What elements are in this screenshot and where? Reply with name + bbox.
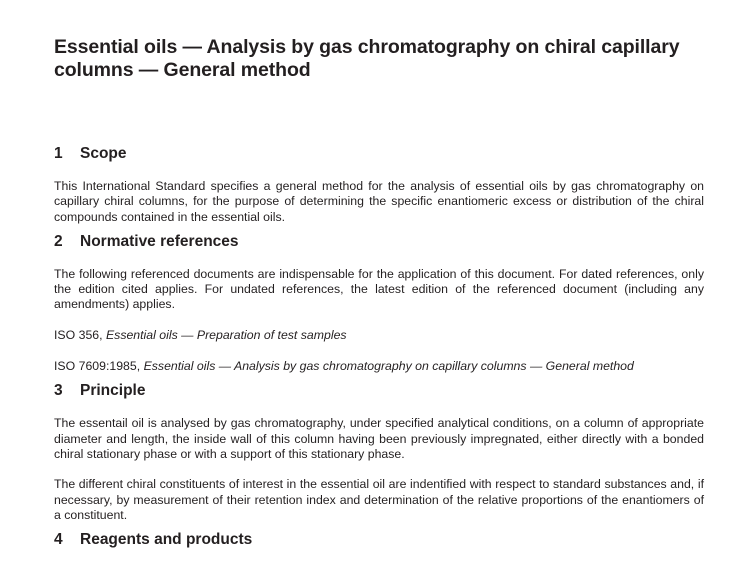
section-heading [54,145,704,163]
reference-code: ISO 356, [54,327,103,342]
reference-item [54,359,704,374]
section-heading [54,233,704,251]
document-title: Essential oils — Analysis by gas chromatography on chiral capillary columns — General method [54,36,680,81]
reference-code: ISO 7609:1985, [54,359,141,374]
section-scope [54,145,704,225]
section-title: Principle [80,382,146,400]
reference-title: Essential oils — Analysis by gas chromatography on capillary columns — General method [143,359,634,374]
paragraph: The essentail oil is analysed by gas chromatography, under specified analytical conditions, on a column of appropriate diameter and length, the inside wall of this column having been previously impregnated, either directly with a bonded chiral stationary phase or with a support of this stationary phase. [54,416,704,461]
section-principle [54,382,704,523]
document-page [54,36,704,565]
paragraph: The following referenced documents are indispensable for the application of this document. For dated references, only the edition cited applies. For undated references, the latest edition of the referenced document (including any amendments) applies. [54,266,704,312]
paragraph: The different chiral constituents of interest in the essential oil are indentified with respect to standard substances and, if necessary, by measurement of their retention index and determination of the relative proportions of the enantiomers of a constituent. [54,477,704,522]
section-title: Reagents and products [80,531,253,549]
section-normative-references [54,233,704,374]
section-number: 3 [54,382,63,400]
section-title: Normative references [80,232,239,250]
section-heading [54,531,704,549]
reference-item [54,328,704,343]
section-number: 4 [54,531,63,549]
section-heading [54,382,704,400]
section-title: Scope [80,145,127,162]
paragraph: This International Standard specifies a general method for the analysis of essential oils by gas chromatography on capillary chiral columns, for the purpose of determining the specific enantiomeric excess or distribution of the chiral compounds contained in the essential oils. [54,179,704,224]
reference-title: Essential oils — Preparation of test samples [105,327,347,342]
section-number: 2 [54,232,63,250]
section-number: 1 [54,145,63,162]
section-reagents [54,531,704,549]
